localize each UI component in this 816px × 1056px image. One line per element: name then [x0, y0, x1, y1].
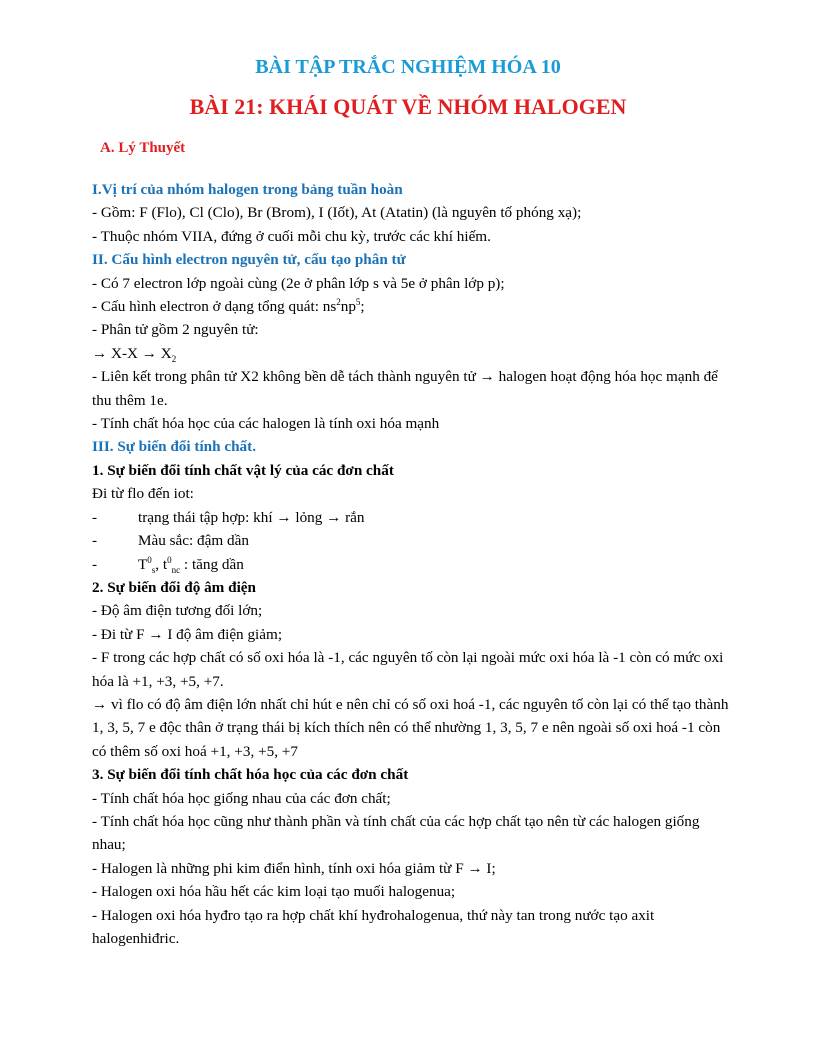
text-paragraph: - Halogen oxi hóa hyđro tạo ra hợp chất khí hyđrohalogenua, thứ này tan trong nước tạo axit halogenhiđric. [92, 906, 655, 947]
document-body [92, 178, 732, 950]
list-item [92, 506, 732, 529]
text-line: - Thuộc nhóm VIIA, đứng ở cuối mỗi chu kỳ, trước các khí hiếm. [92, 227, 491, 245]
section-1-heading: I.Vị trí của nhóm halogen trong bảng tuần hoàn [92, 181, 403, 198]
text-line: - Gồm: F (Flo), Cl (Clo), Br (Brom), I (Iốt), At (Atatin) (là nguyên tố phóng xạ); [92, 204, 582, 222]
text-paragraph: - Tính chất hóa học cũng như thành phần và tính chất của các hợp chất tạo nên từ các halogen giống nhau; [92, 812, 700, 854]
text-span: Màu sắc: đậm dần [138, 532, 249, 550]
text-paragraph: - F trong các hợp chất có số oxi hóa là -1, các nguyên tố còn lại ngoài mức oxi hóa là -1 còn có mức oxi hóa là +1, +3, +5, +7. [92, 649, 724, 690]
text-span: - Cấu hình electron ở dạng tổng quát: ns [92, 298, 337, 316]
text-line: - Phân tử gồm 2 nguyên tử: [92, 321, 259, 339]
superscript: 0 [167, 554, 172, 565]
section-a-heading: A. Lý Thuyết [100, 140, 186, 156]
subsection-3-heading: 3. Sự biến đổi tính chất hóa học của các đơn chất [92, 766, 409, 784]
section-3-heading: III. Sự biến đổi tính chất. [92, 438, 256, 456]
superscript: 2 [336, 296, 341, 307]
formula-line [92, 342, 732, 365]
text-line: - Halogen là những phi kim điển hình, tính oxi hóa giảm từ F → I; [92, 859, 496, 877]
subscript: s [151, 564, 156, 575]
bullet-dash: - [92, 532, 98, 550]
list-item [92, 529, 732, 552]
text-line: - Có 7 electron lớp ngoài cùng (2e ở phân lớp s và 5e ở phân lớp p); [92, 274, 505, 292]
text-span: trạng thái tập hợp: khí → lỏng → rắn [138, 508, 365, 526]
section-2-heading: II. Cấu hình electron nguyên tử, cấu tạo phân tử [92, 251, 406, 269]
text-span: T [138, 555, 148, 573]
text-span: : tăng dần [180, 555, 244, 573]
text-paragraph: → vì flo có độ âm điện lớn nhất chỉ hút e nên chỉ có số oxi hoá -1, các nguyên tố còn lại có thể tạo thành 1, 3, 5, 7 e độc thân ở trạng thái bị kích thích nên có thể nhường 1, 3, 5, 7 e nên ngoài số oxi hoá -1 còn có thêm số oxi hoá +1, +3, +5, +7 [92, 695, 729, 760]
subsection-2-heading: 2. Sự biến đổi độ âm điện [92, 578, 256, 596]
lesson-title: BÀI 21: KHÁI QUÁT VỀ NHÓM HALOGEN [189, 94, 627, 119]
superscript: 5 [355, 296, 361, 307]
document-title: BÀI TẬP TRẮC NGHIỆM HÓA 10 [255, 56, 561, 78]
bullet-dash: - [92, 508, 98, 526]
superscript: 0 [147, 554, 152, 565]
text-span: ; [360, 298, 365, 316]
text-line: Đi từ flo đến iot: [92, 485, 194, 503]
list-item [92, 553, 732, 576]
electron-config-line [92, 295, 732, 318]
text-span: , t [155, 555, 168, 573]
text-line: - Độ âm điện tương đối lớn; [92, 602, 263, 620]
subsection-1-heading: 1. Sự biến đổi tính chất vật lý của các đơn chất [92, 461, 394, 479]
text-line: - Tính chất hóa học giống nhau của các đơn chất; [92, 789, 391, 807]
text-line: - Halogen oxi hóa hầu hết các kim loại tạo muối halogenua; [92, 883, 456, 901]
subscript: nc [171, 564, 181, 575]
text-line: - Tính chất hóa học của các halogen là tính oxi hóa mạnh [92, 415, 440, 433]
text-line: - Đi từ F → I độ âm điện giảm; [92, 625, 283, 643]
bullet-dash: - [92, 555, 98, 573]
text-paragraph: - Liên kết trong phân tử X2 không bền dễ tách thành nguyên tử → halogen hoạt động hóa học mạnh để thu thêm 1e. [92, 368, 718, 409]
subscript: 2 [171, 353, 177, 364]
text-span: → X-X → X [92, 344, 172, 362]
text-span: np [340, 298, 356, 316]
